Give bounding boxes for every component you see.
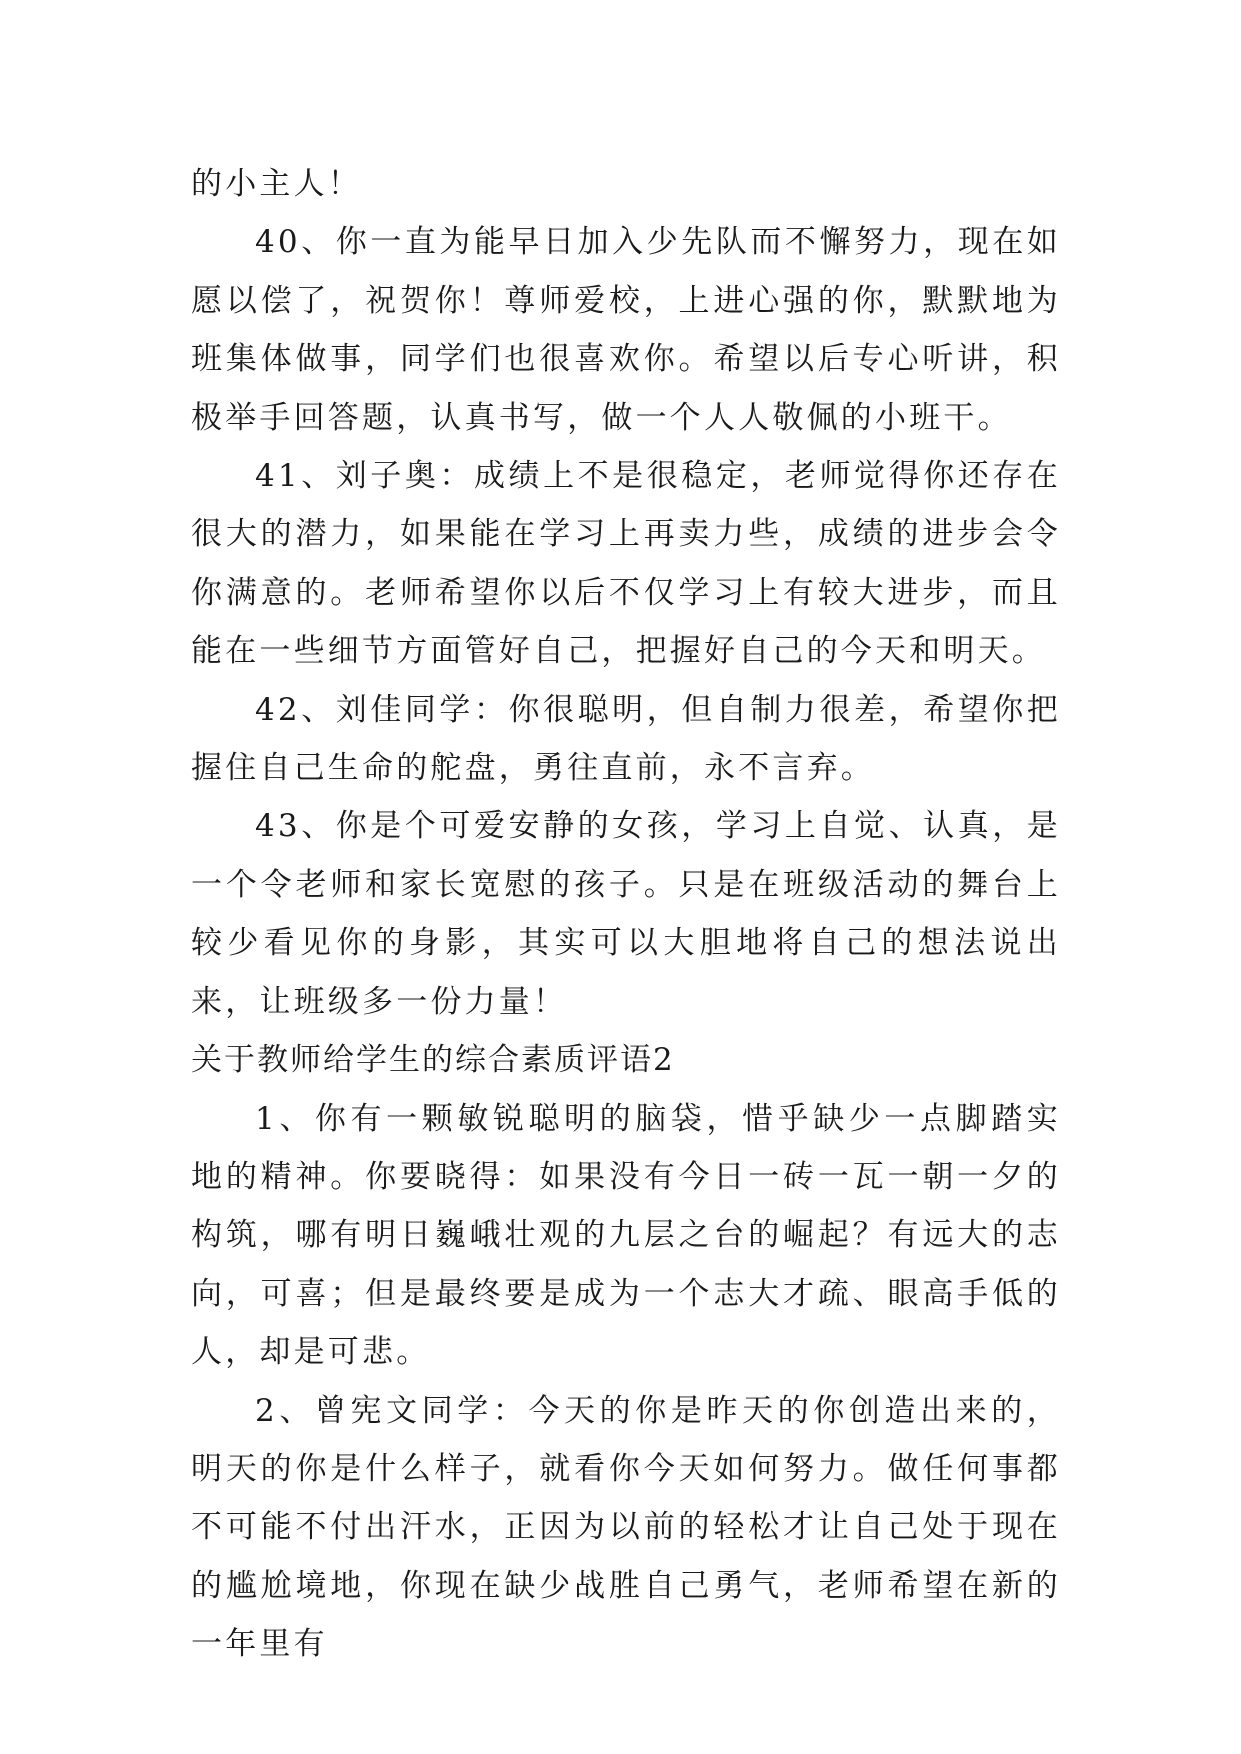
- document-body: [191, 155, 1061, 1674]
- paragraph-comment-2: 2、曾宪文同学：今天的你是昨天的你创造出来的，明天的你是什么样子，就看你今天如何努力。做任何事都不可能不付出汗水，正因为以前的轻松才让自己处于现在的尴尬境地，你现在缺少战胜自己勇气，老师希望在新的一年里有: [191, 1392, 1061, 1663]
- paragraph-continuation: 的小主人！: [191, 166, 362, 202]
- paragraph-comment-42: 42、刘佳同学：你很聪明，但自制力很差，希望你把握住自己生命的舵盘，勇往直前，永不言弃。: [191, 691, 1061, 787]
- paragraph-comment-43: 43、你是个可爱安静的女孩，学习上自觉、认真，是一个令老师和家长宽慰的孩子。只是在班级活动的舞台上较少看见你的身影，其实可以大胆地将自己的想法说出来，让班级多一份力量！: [191, 808, 1061, 1020]
- paragraph-comment-1: 1、你有一颗敏锐聪明的脑袋，惜乎缺少一点脚踏实地的精神。你要晓得：如果没有今日一砖一瓦一朝一夕的构筑，哪有明日巍峨壮观的九层之台的崛起？有远大的志向，可喜；但是最终要是成为一个志大才疏、眼高手低的人，却是可悲。: [191, 1100, 1061, 1371]
- paragraph-comment-40: 40、你一直为能早日加入少先队而不懈努力，现在如愿以偿了，祝贺你！尊师爱校，上进心强的你，默默地为班集体做事，同学们也很喜欢你。希望以后专心听讲，积极举手回答题，认真书写，做一个人人敬佩的小班干。: [191, 224, 1061, 436]
- section-title: 关于教师给学生的综合素质评语2: [191, 1042, 675, 1079]
- paragraph-comment-41: 41、刘子奥：成绩上不是很稳定，老师觉得你还存在很大的潜力，如果能在学习上再卖力些，成绩的进步会令你满意的。老师希望你以后不仅学习上有较大进步，而且能在一些细节方面管好自己，把握好自己的今天和明天。: [191, 458, 1061, 670]
